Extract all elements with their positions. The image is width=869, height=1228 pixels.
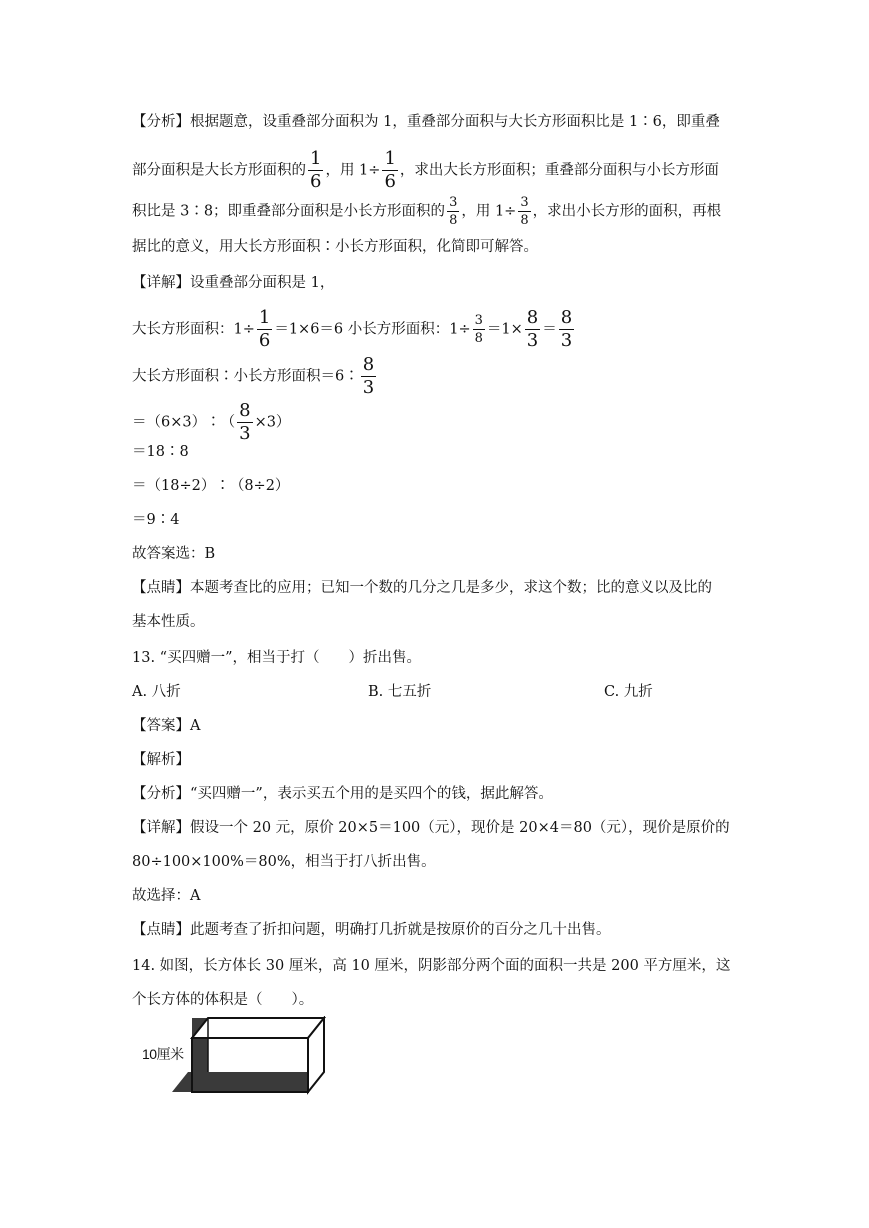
detail-line-step3: ＝（18÷2）∶（8÷2） (132, 478, 290, 494)
fraction: $\frac{8}{3}$ (526, 307, 539, 351)
analysis-text: ，用 1÷ (461, 203, 517, 220)
comment-13: 【点睛】此题考查了折扣问题，明确打几折就是按原价的百分之几十出售。 (132, 922, 611, 938)
detail-13-line-2: 80÷100×100%＝80%，相当于打八折出售。 (132, 854, 436, 870)
jiexi-13: 【解析】 (132, 752, 190, 768)
fraction: $\frac{3}{8}$ (474, 313, 483, 346)
detail-text: ＝ (542, 321, 557, 338)
analysis-line-1: 【分析】根据题意，设重叠部分面积为 1，重叠部分面积与大长方形面积比是 1∶6，即重叠 (132, 114, 720, 130)
fraction: $\frac{8}{3}$ (362, 354, 375, 398)
fraction: $\frac{3}{8}$ (520, 195, 529, 228)
detail-text: ＝1× (486, 321, 523, 338)
height-label: 10厘米 (142, 1046, 184, 1062)
detail-text: ×3） (254, 414, 291, 431)
detail-title: 【详解】设重叠部分面积是 1， (132, 275, 335, 291)
detail-text: 大长方形面积∶小长方形面积＝6∶ (132, 368, 359, 385)
option-a: A. 八折 (132, 684, 181, 700)
analysis-line-2 (132, 150, 719, 191)
question-14-line-2: 个长方体的体积是（ ）。 (132, 992, 314, 1008)
fraction: $\frac{3}{8}$ (449, 195, 458, 228)
detail-line-step4: ＝9∶4 (132, 512, 180, 528)
comment-line-2: 基本性质。 (132, 614, 205, 630)
choice-13: 故选择：A (132, 888, 201, 904)
analysis-text: 部分面积是大长方形面积的 (132, 162, 306, 179)
question-14-line-1: 14. 如图，长方体长 30 厘米，高 10 厘米，阴影部分两个面的面积一共是 200 平方厘米，这 (132, 958, 731, 974)
detail-line-step2: ＝18∶8 (132, 444, 189, 460)
analysis-13: 【分析】“买四赠一”，表示买五个用的是买四个的钱，据此解答。 (132, 786, 553, 802)
detail-13-line-1: 【详解】假设一个 20 元，原价 20×5＝100（元），现价是 20×4＝80（元），现价是原价的 (132, 820, 730, 836)
analysis-text: ，求出小长方形的面积，再根 (532, 203, 722, 220)
detail-line-ratio (132, 356, 378, 397)
fraction: $\frac{8}{3}$ (239, 400, 251, 444)
detail-text: ＝1×6＝6 小长方形面积：1÷ (274, 321, 471, 338)
fraction: $\frac{8}{3}$ (560, 307, 573, 351)
analysis-line-4: 据比的意义，用大长方形面积∶小长方形面积，化简即可解答。 (132, 239, 538, 255)
detail-answer-choice: 故答案选：B (132, 546, 216, 562)
analysis-text: ，求出大长方形面积；重叠部分面积与小长方形面 (399, 162, 719, 179)
fraction: $\frac{1}{6}$ (384, 148, 396, 192)
analysis-text: ，用 1÷ (325, 162, 381, 179)
detail-text: 大长方形面积：1÷ (132, 321, 255, 338)
answer-13: 【答案】A (132, 718, 201, 734)
detail-line-big-area (132, 309, 576, 350)
detail-text: ＝（6×3）∶（ (132, 414, 236, 431)
question-13: 13. “买四赠一”，相当于打（ ）折出售。 (132, 650, 421, 666)
analysis-text: 积比是 3∶8；即重叠部分面积是小长方形面积的 (132, 203, 446, 220)
comment-line-1: 【点睛】本题考查比的应用；已知一个数的几分之几是多少，求这个数；比的意义以及比的 (132, 580, 712, 596)
fraction: $\frac{1}{6}$ (258, 307, 271, 351)
fraction: $\frac{1}{6}$ (310, 148, 322, 192)
option-c: C. 九折 (604, 684, 653, 700)
detail-line-step1 (132, 402, 290, 443)
analysis-line-3 (132, 196, 721, 227)
top-face (192, 1018, 324, 1038)
option-b: B. 七五折 (368, 684, 432, 700)
